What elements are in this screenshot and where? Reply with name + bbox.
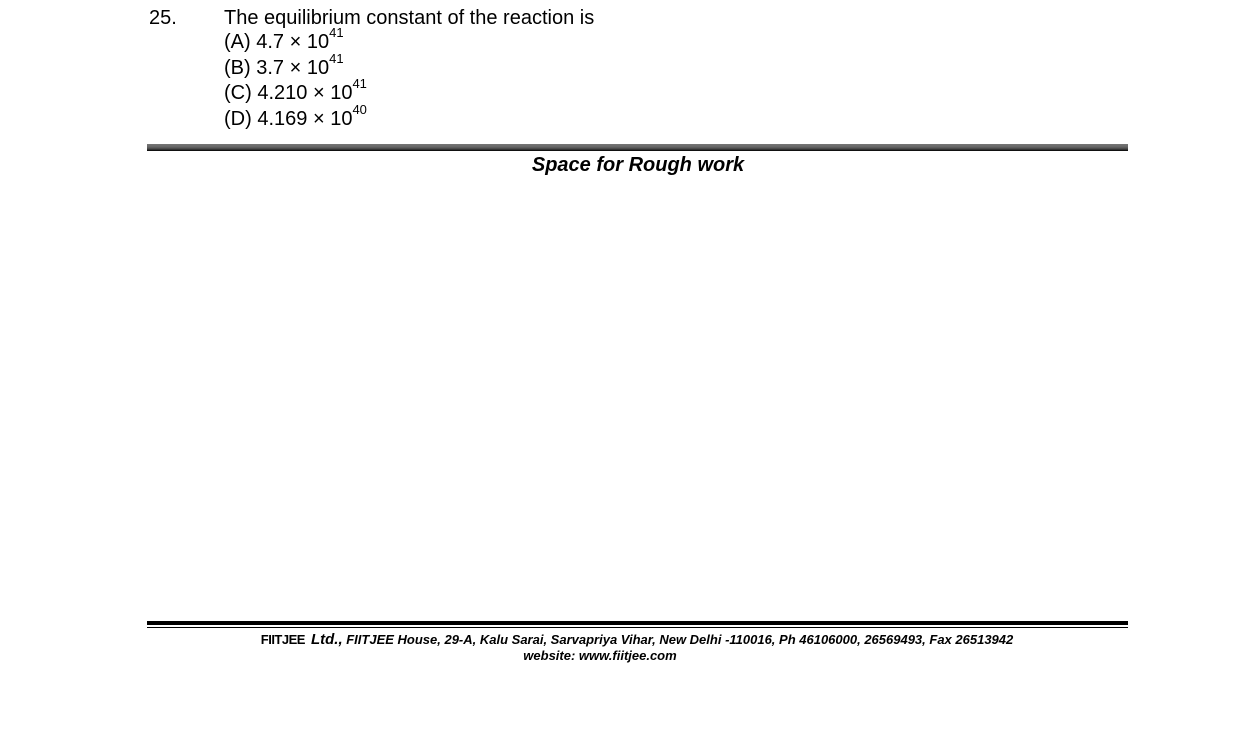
option-exponent: 41 [352,76,367,92]
option-times-sign: × [312,82,325,104]
option-label: (D) [224,107,252,130]
question-text: The equilibrium constant of the reaction is [224,7,595,29]
bottom-divider-thick [147,621,1128,625]
option-base: 10 [306,31,330,53]
footer-brand: FIITJEE [260,632,305,647]
option-base: 10 [306,56,330,79]
option-b [224,50,367,82]
footer-address-line [0,631,1238,648]
option-base: 10 [330,107,353,130]
rough-work-title: Space for Rough work [531,154,745,176]
option-label: (A) [224,31,251,53]
question-number: 25. [149,7,177,29]
footer-website: website: www.fiitjee.com [523,648,677,663]
option-mantissa: 4.210 [257,82,308,104]
option-c [224,76,367,107]
option-a [224,25,367,56]
option-mantissa: 4.7 [256,31,285,53]
option-mantissa: 4.169 [257,107,308,130]
option-d [224,101,367,133]
bottom-divider-thin [147,627,1128,628]
option-label: (B) [224,56,251,79]
option-times-sign: × [289,31,302,53]
footer-address: FIITJEE House, 29-A, Kalu Sarai, Sarvapriya Vihar, New Delhi -110016, Ph 46106000, 26569493, Fax 26513942 [346,632,1014,647]
answer-options [224,25,367,132]
option-mantissa: 3.7 [256,56,285,79]
footer-ltd: Ltd., [310,631,343,648]
option-exponent: 40 [352,101,367,117]
option-times-sign: × [289,56,302,79]
option-exponent: 41 [329,25,344,41]
option-exponent: 41 [329,50,344,66]
rough-work-area [147,180,1128,618]
option-label: (C) [224,82,252,104]
option-times-sign: × [312,107,325,130]
option-base: 10 [330,82,353,104]
top-divider [147,144,1128,151]
